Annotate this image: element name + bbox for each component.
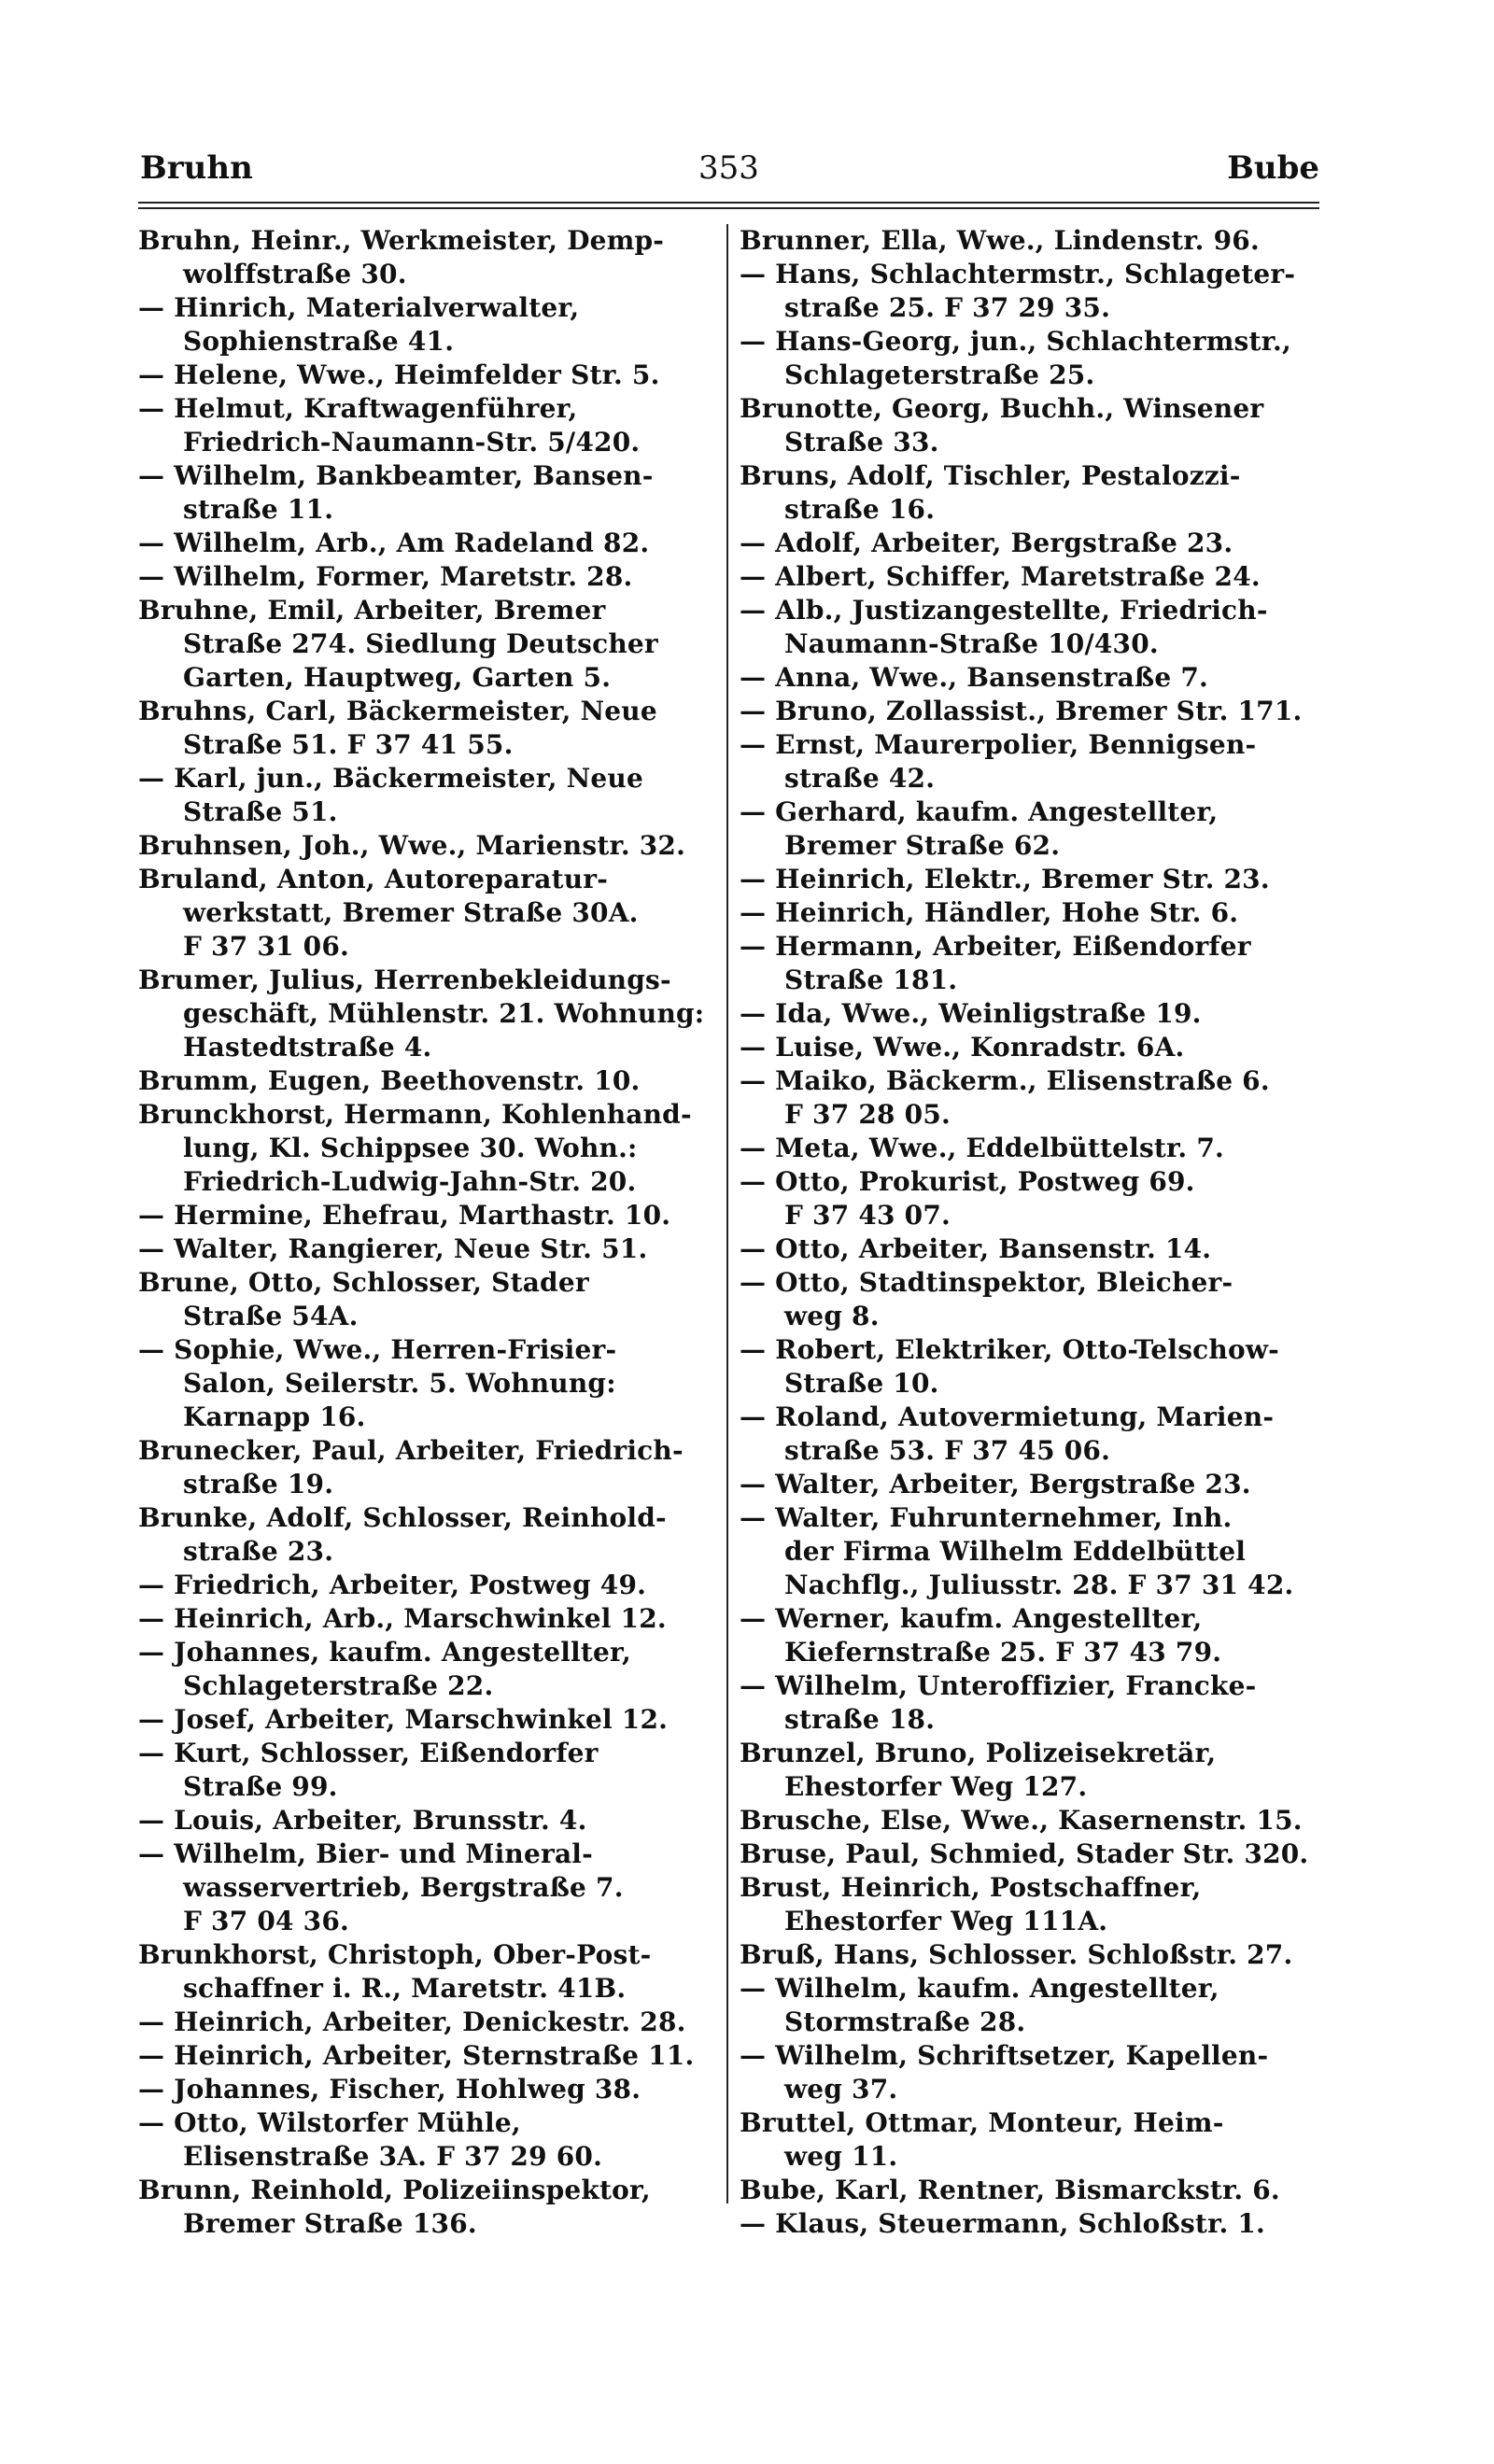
entry-continuation-line: der Firma Wilhelm Eddelbüttel xyxy=(784,1536,1247,1567)
entry-continuation-line: Elisenstraße 3A. F 37 29 60. xyxy=(183,2141,603,2172)
entry-line: — Kurt, Schlosser, Eißendorfer xyxy=(138,1738,599,1768)
entry-line: Brune, Otto, Schlosser, Stader xyxy=(138,1267,589,1298)
left-column xyxy=(138,224,717,2241)
entry-continuation-line: Ehestorfer Weg 127. xyxy=(784,1771,1088,1802)
entry-continuation-line: Nachflg., Juliusstr. 28. F 37 31 42. xyxy=(784,1570,1294,1600)
entry-continuation-line: Straße 181. xyxy=(784,964,958,995)
entry-line: — Alb., Justizangestellte, Friedrich- xyxy=(740,595,1268,626)
entry-continuation-line: weg 37. xyxy=(784,2074,898,2105)
header-left-keyword: Bruhn xyxy=(140,149,253,187)
entry-line: Bruhn, Heinr., Werkmeister, Demp- xyxy=(138,225,665,256)
entry-continuation-line: schaffner i. R., Maretstr. 41B. xyxy=(183,1973,627,2004)
entry-line: — Wilhelm, Bier- und Mineral- xyxy=(138,1838,593,1869)
entry-continuation-line: F 37 43 07. xyxy=(784,1200,951,1231)
entry-line: — Wilhelm, Schriftsetzer, Kapellen- xyxy=(740,2040,1269,2071)
header-rule-second xyxy=(138,207,1319,209)
entry-continuation-line: weg 11. xyxy=(784,2141,898,2172)
entry-line: — Walter, Fuhrunternehmer, Inh. xyxy=(740,1502,1233,1533)
entry-line: — Sophie, Wwe., Herren-Frisier- xyxy=(138,1334,617,1365)
entry-line: — Louis, Arbeiter, Brunsstr. 4. xyxy=(138,1805,587,1836)
entry-line: Brunzel, Bruno, Polizeisekretär, xyxy=(740,1738,1217,1768)
entry-line: Bruß, Hans, Schlosser. Schloßstr. 27. xyxy=(740,1939,1293,1970)
entry-line: — Maiko, Bäckerm., Elisenstraße 6. xyxy=(740,1065,1270,1096)
entry-line: — Hans, Schlachtermstr., Schlageter- xyxy=(740,259,1296,289)
entry-line: — Otto, Prokurist, Postweg 69. xyxy=(740,1166,1195,1197)
entry-line: Brunckhorst, Hermann, Kohlenhand- xyxy=(138,1099,692,1130)
entry-line: Brusche, Else, Wwe., Kasernenstr. 15. xyxy=(740,1805,1303,1836)
entry-line: Bube, Karl, Rentner, Bismarckstr. 6. xyxy=(740,2175,1280,2205)
entry-continuation-line: Straße 54A. xyxy=(183,1301,359,1331)
entry-line: Brunotte, Georg, Buchh., Winsener xyxy=(740,393,1264,424)
entry-continuation-line: Sophienstraße 41. xyxy=(183,326,455,357)
entry-line: — Ida, Wwe., Weinligstraße 19. xyxy=(740,998,1202,1029)
entry-continuation-line: Bremer Straße 62. xyxy=(784,830,1061,861)
entry-line: Brunecker, Paul, Arbeiter, Friedrich- xyxy=(138,1435,684,1466)
entry-line: Bruttel, Ottmar, Monteur, Heim- xyxy=(740,2107,1224,2138)
entry-line: — Helene, Wwe., Heimfelder Str. 5. xyxy=(138,359,660,390)
entry-line: — Ernst, Maurerpolier, Bennigsen- xyxy=(740,729,1257,760)
entry-line: — Werner, kaufm. Angestellter, xyxy=(740,1603,1203,1634)
entry-line: — Helmut, Kraftwagenführer, xyxy=(138,393,578,424)
entry-continuation-line: F 37 04 36. xyxy=(183,1906,349,1936)
entry-line: — Otto, Wilstorfer Mühle, xyxy=(138,2107,521,2138)
header-right-keyword: Bube xyxy=(1227,149,1319,187)
entry-line: — Hermann, Arbeiter, Eißendorfer xyxy=(740,931,1251,962)
entry-line: — Meta, Wwe., Eddelbüttelstr. 7. xyxy=(740,1133,1224,1163)
entry-line: — Heinrich, Arb., Marschwinkel 12. xyxy=(138,1603,667,1634)
entry-line: — Friedrich, Arbeiter, Postweg 49. xyxy=(138,1570,647,1600)
entry-line: — Walter, Rangierer, Neue Str. 51. xyxy=(138,1233,648,1264)
entry-continuation-line: Straße 51. xyxy=(183,796,338,827)
entry-continuation-line: straße 11. xyxy=(183,494,334,525)
entry-line: Brust, Heinrich, Postschaffner, xyxy=(740,1872,1202,1903)
entry-continuation-line: straße 16. xyxy=(784,494,936,525)
entry-line: Bruns, Adolf, Tischler, Pestalozzi- xyxy=(740,460,1241,491)
entry-continuation-line: F 37 31 06. xyxy=(183,931,349,962)
entry-continuation-line: Bremer Straße 136. xyxy=(183,2208,477,2239)
entry-line: Brunn, Reinhold, Polizeiinspektor, xyxy=(138,2175,651,2205)
entry-line: — Wilhelm, Former, Maretstr. 28. xyxy=(138,561,633,592)
entry-continuation-line: Kiefernstraße 25. F 37 43 79. xyxy=(784,1637,1222,1668)
entry-line: — Otto, Arbeiter, Bansenstr. 14. xyxy=(740,1233,1212,1264)
entry-line: — Wilhelm, Arb., Am Radeland 82. xyxy=(138,528,650,558)
entry-continuation-line: Salon, Seilerstr. 5. Wohnung: xyxy=(183,1368,616,1399)
page-number: 353 xyxy=(698,149,759,187)
entry-continuation-line: Schlageterstraße 22. xyxy=(183,1670,494,1701)
entry-line: — Hans-Georg, jun., Schlachtermstr., xyxy=(740,326,1291,357)
entry-line: — Robert, Elektriker, Otto-Telschow- xyxy=(740,1334,1279,1365)
header-rule xyxy=(138,202,1319,204)
entry-line: — Klaus, Steuermann, Schloßstr. 1. xyxy=(740,2208,1265,2239)
entry-continuation-line: Stormstraße 28. xyxy=(784,2006,1026,2037)
entry-continuation-line: Ehestorfer Weg 111A. xyxy=(784,1906,1108,1936)
entry-continuation-line: straße 25. F 37 29 35. xyxy=(784,292,1111,323)
entry-continuation-line: Straße 51. F 37 41 55. xyxy=(183,729,514,760)
right-column xyxy=(740,224,1318,2241)
entry-line: Bruhns, Carl, Bäckermeister, Neue xyxy=(138,696,657,726)
entry-line: — Otto, Stadtinspektor, Bleicher- xyxy=(740,1267,1233,1298)
entry-continuation-line: lung, Kl. Schippsee 30. Wohn.: xyxy=(183,1133,638,1163)
entry-line: — Karl, jun., Bäckermeister, Neue xyxy=(138,763,644,794)
entry-line: — Adolf, Arbeiter, Bergstraße 23. xyxy=(740,528,1233,558)
entry-line: — Luise, Wwe., Konradstr. 6A. xyxy=(740,1032,1185,1063)
entry-line: Bruhnsen, Joh., Wwe., Marienstr. 32. xyxy=(138,830,686,861)
entry-line: — Heinrich, Händler, Hohe Str. 6. xyxy=(740,897,1239,928)
column-divider xyxy=(726,224,728,2204)
entry-continuation-line: Schlageterstraße 25. xyxy=(784,359,1095,390)
entry-line: — Walter, Arbeiter, Bergstraße 23. xyxy=(740,1469,1251,1500)
entry-continuation-line: Straße 10. xyxy=(784,1368,939,1399)
entry-line: Brumm, Eugen, Beethovenstr. 10. xyxy=(138,1065,641,1096)
entry-continuation-line: Friedrich-Naumann-Str. 5/420. xyxy=(183,427,641,458)
entry-continuation-line: Straße 99. xyxy=(183,1771,338,1802)
entry-line: — Josef, Arbeiter, Marschwinkel 12. xyxy=(138,1704,669,1735)
entry-line: — Albert, Schiffer, Maretstraße 24. xyxy=(740,561,1261,592)
entry-line: — Heinrich, Arbeiter, Denickestr. 28. xyxy=(138,2006,686,2037)
entry-continuation-line: straße 53. F 37 45 06. xyxy=(784,1435,1111,1466)
directory-page xyxy=(138,140,1319,2239)
entry-continuation-line: geschäft, Mühlenstr. 21. Wohnung: xyxy=(183,998,705,1029)
entry-line: — Bruno, Zollassist., Bremer Str. 171. xyxy=(740,696,1303,726)
entry-continuation-line: straße 18. xyxy=(784,1704,936,1735)
entry-line: Brunke, Adolf, Schlosser, Reinhold- xyxy=(138,1502,667,1533)
entry-line: Bruse, Paul, Schmied, Stader Str. 320. xyxy=(740,1838,1309,1869)
entry-continuation-line: F 37 28 05. xyxy=(784,1099,951,1130)
entry-line: — Johannes, Fischer, Hohlweg 38. xyxy=(138,2074,641,2105)
entry-continuation-line: Straße 274. Siedlung Deutscher xyxy=(183,628,658,659)
page-header xyxy=(138,140,1319,196)
entry-line: — Hermine, Ehefrau, Marthastr. 10. xyxy=(138,1200,671,1231)
entry-line: — Wilhelm, Unteroffizier, Francke- xyxy=(740,1670,1257,1701)
entry-continuation-line: straße 42. xyxy=(784,763,936,794)
entry-continuation-line: straße 23. xyxy=(183,1536,334,1567)
entry-continuation-line: weg 8. xyxy=(784,1301,880,1331)
entry-continuation-line: wasservertrieb, Bergstraße 7. xyxy=(183,1872,624,1903)
columns xyxy=(138,224,1319,2316)
entry-continuation-line: straße 19. xyxy=(183,1469,334,1500)
entry-line: Brunkhorst, Christoph, Ober-Post- xyxy=(138,1939,652,1970)
entry-line: Brunner, Ella, Wwe., Lindenstr. 96. xyxy=(740,225,1260,256)
entry-line: — Hinrich, Materialverwalter, xyxy=(138,292,580,323)
entry-line: — Heinrich, Elektr., Bremer Str. 23. xyxy=(740,864,1270,894)
entry-continuation-line: Naumann-Straße 10/430. xyxy=(784,628,1159,659)
entry-continuation-line: Hastedtstraße 4. xyxy=(183,1032,432,1063)
entry-line: Bruland, Anton, Autoreparatur- xyxy=(138,864,609,894)
entry-continuation-line: Straße 33. xyxy=(784,427,939,458)
entry-line: — Gerhard, kaufm. Angestellter, xyxy=(740,796,1219,827)
entry-line: Bruhne, Emil, Arbeiter, Bremer xyxy=(138,595,606,626)
entry-line: — Heinrich, Arbeiter, Sternstraße 11. xyxy=(138,2040,695,2071)
entry-line: — Wilhelm, Bankbeamter, Bansen- xyxy=(138,460,654,491)
entry-line: — Wilhelm, kaufm. Angestellter, xyxy=(740,1973,1219,2004)
entry-line: — Johannes, kaufm. Angestellter, xyxy=(138,1637,631,1668)
entry-line: Brumer, Julius, Herrenbekleidungs- xyxy=(138,964,671,995)
entry-continuation-line: wolffstraße 30. xyxy=(183,259,407,289)
entry-continuation-line: Friedrich-Ludwig-Jahn-Str. 20. xyxy=(183,1166,637,1197)
entry-line: — Anna, Wwe., Bansenstraße 7. xyxy=(740,662,1208,693)
entry-line: — Roland, Autovermietung, Marien- xyxy=(740,1401,1275,1432)
entry-continuation-line: Karnapp 16. xyxy=(183,1401,366,1432)
entry-continuation-line: Garten, Hauptweg, Garten 5. xyxy=(183,662,612,693)
entry-continuation-line: werkstatt, Bremer Straße 30A. xyxy=(183,897,639,928)
